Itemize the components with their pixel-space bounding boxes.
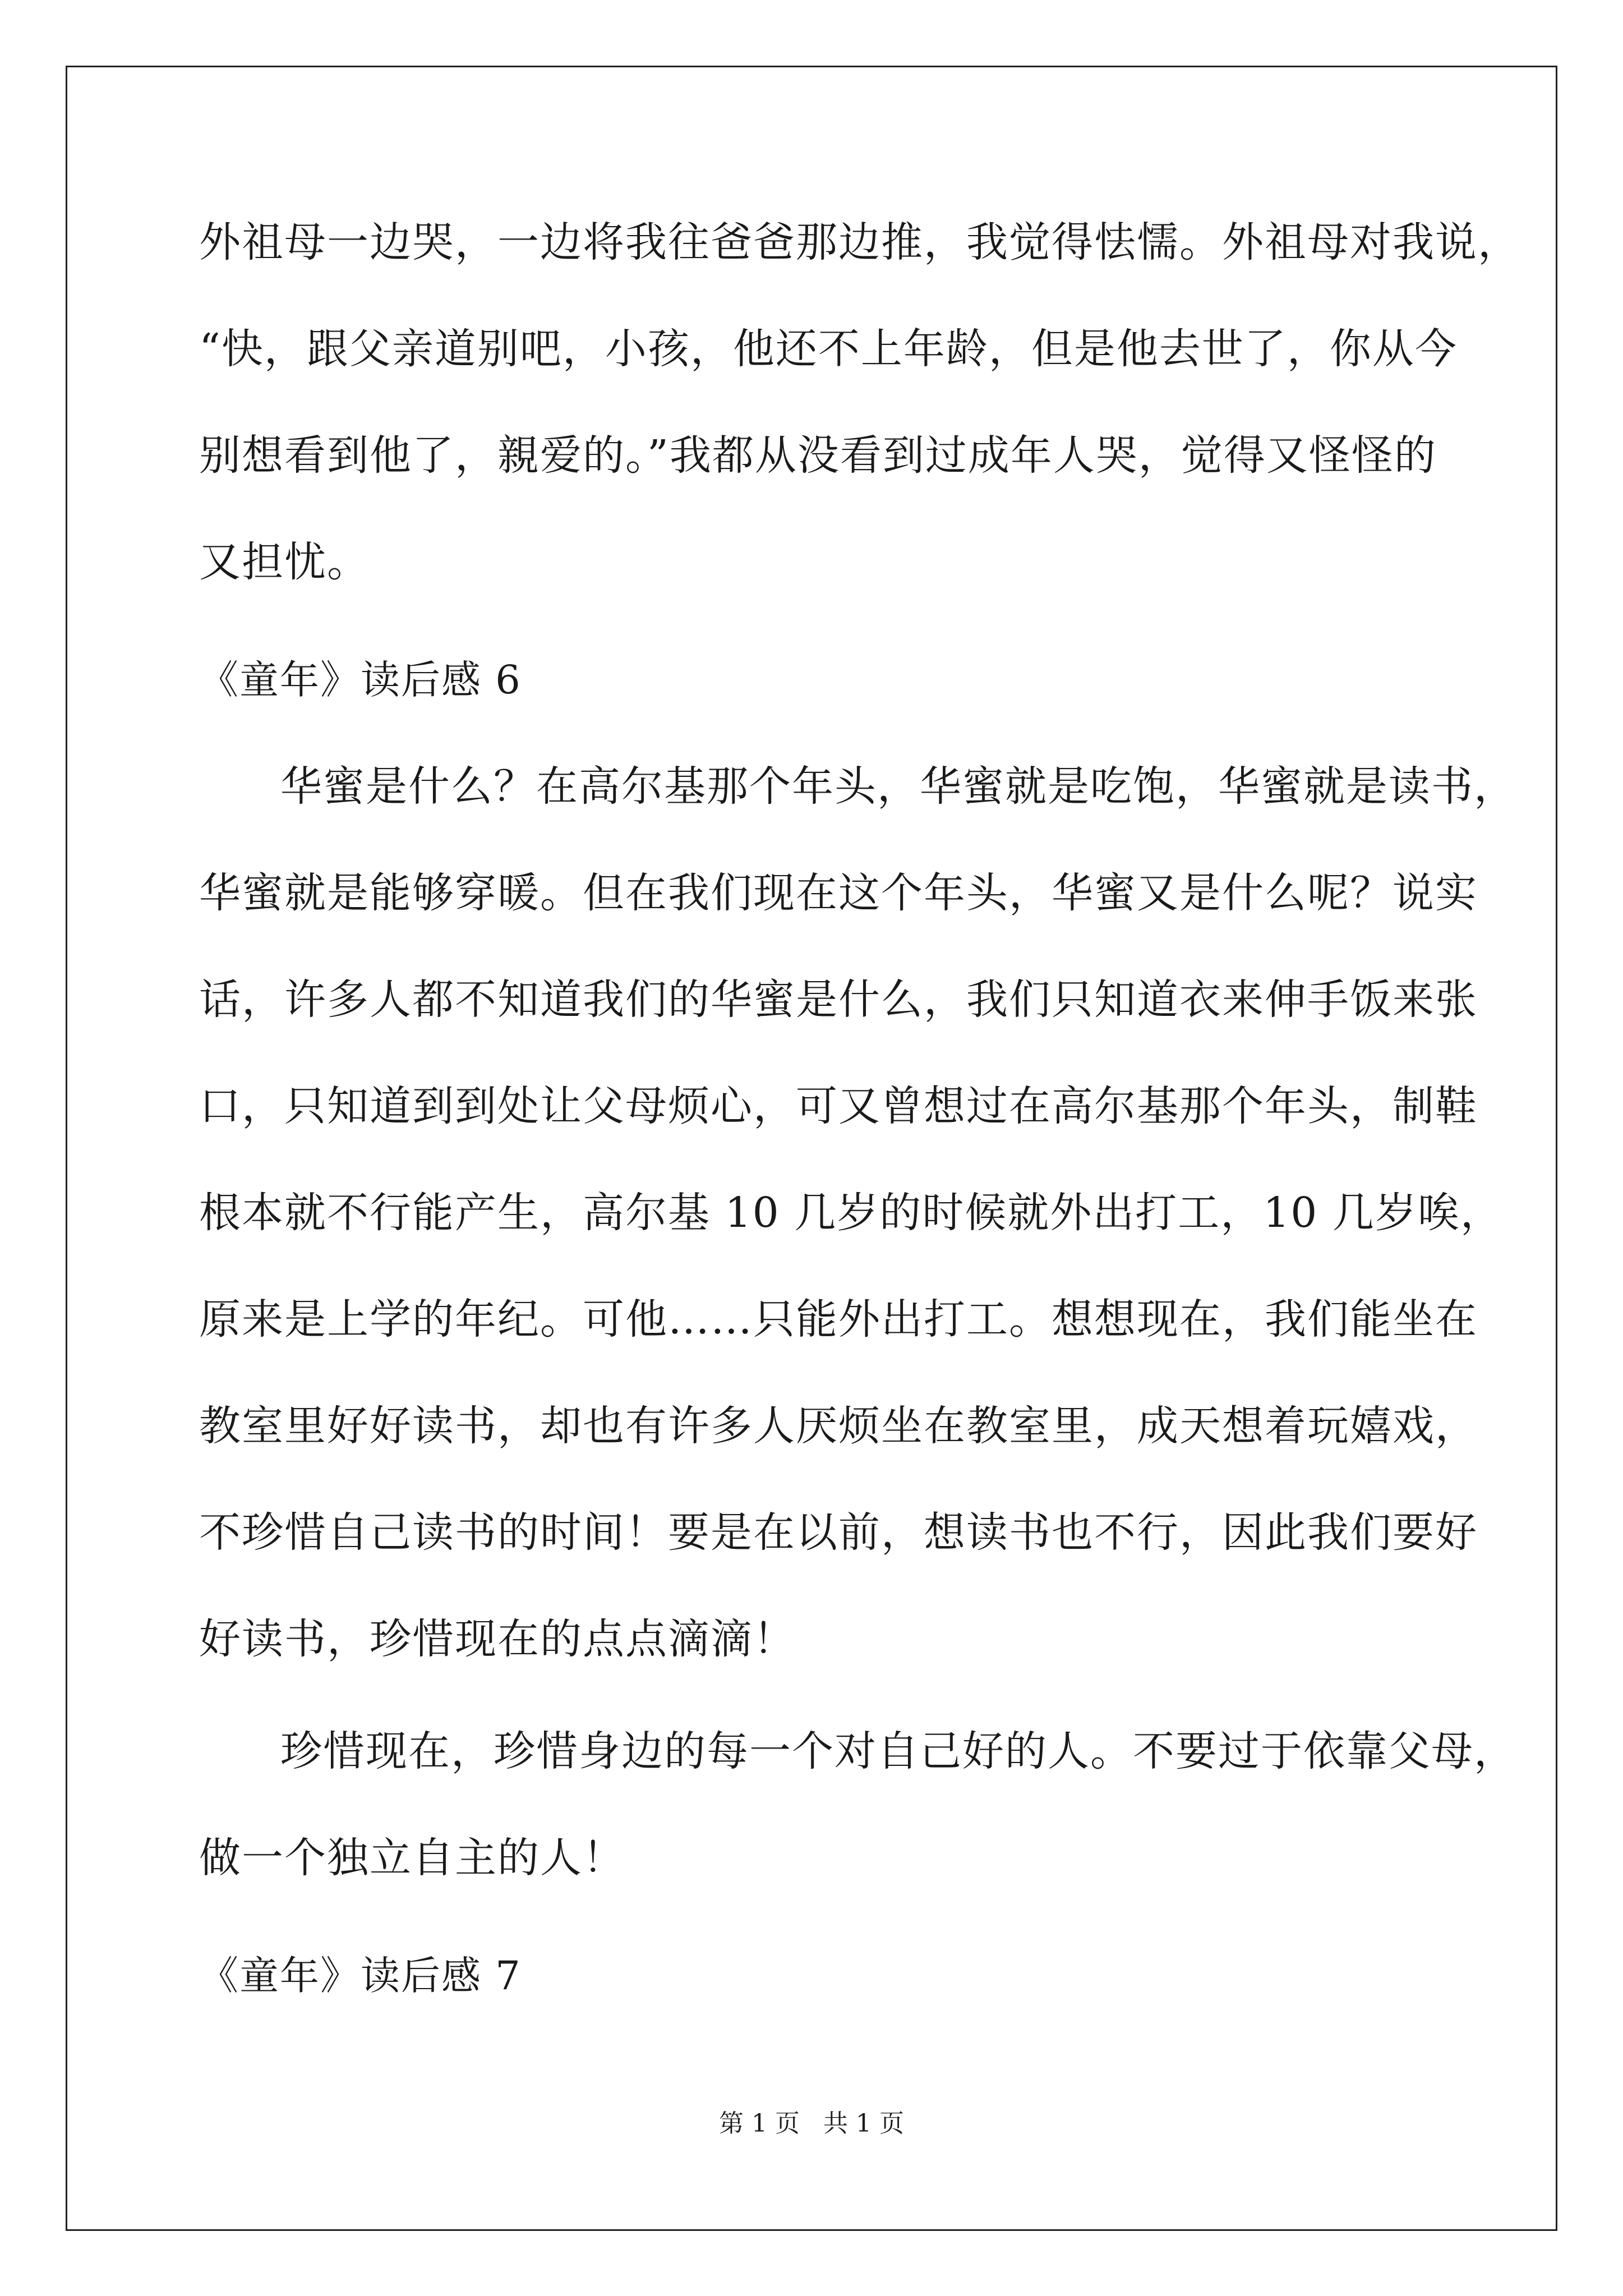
paragraph-line: 做一个独立自主的人！ [199,1834,625,1882]
paragraph-line: 又担忧。 [199,538,370,586]
paragraph-line: 口，只知道到到处让父母烦心，可又曾想过在高尔基那个年头，制鞋 [199,1082,1478,1130]
paragraph-line: 外祖母一边哭，一边将我往爸爸那边推，我觉得怯懦。外祖母对我说， [199,218,1520,266]
paragraph-line: 华蜜就是能够穿暖。但在我们现在这个年头，华蜜又是什么呢？说实 [199,869,1478,917]
page-border [66,66,1557,2231]
paragraph-line: 原来是上学的年纪。可他……只能外出打工。想想现在，我们能坐在 [199,1295,1478,1343]
paragraph-line: 教室里好好读书，却也有许多人厌烦坐在教室里，成天想着玩嬉戏， [199,1402,1478,1450]
page-footer: 第 1 页 共 1 页 [719,2109,904,2138]
section-heading: 《童年》读后感 7 [199,1953,522,1999]
paragraph-line: 华蜜是什么？在高尔基那个年头，华蜜就是吃饱，华蜜就是读书， [280,762,1516,811]
paragraph-line: “快，跟父亲道别吧，小孩，他还不上年龄，但是他去世了，你从今 [199,325,1458,373]
paragraph-line: 珍惜现在，珍惜身边的每一个对自己好的人。不要过于依靠父母， [280,1727,1516,1775]
paragraph-line: 不珍惜自己读书的时间！要是在以前，想读书也不行，因此我们要好 [199,1508,1478,1557]
section-heading: 《童年》读后感 6 [199,657,522,703]
paragraph-line: 话，许多人都不知道我们的华蜜是什么，我们只知道衣来伸手饭来张 [199,976,1478,1024]
paragraph-line: 根本就不行能产生，高尔基 10 几岁的时候就外出打工，10 几岁唉， [199,1189,1503,1237]
paragraph-line: 别想看到他了，親爱的。”我都从没看到过成年人哭，觉得又怪怪的 [199,431,1437,480]
paragraph-line: 好读书，珍惜现在的点点滴滴！ [199,1615,796,1663]
